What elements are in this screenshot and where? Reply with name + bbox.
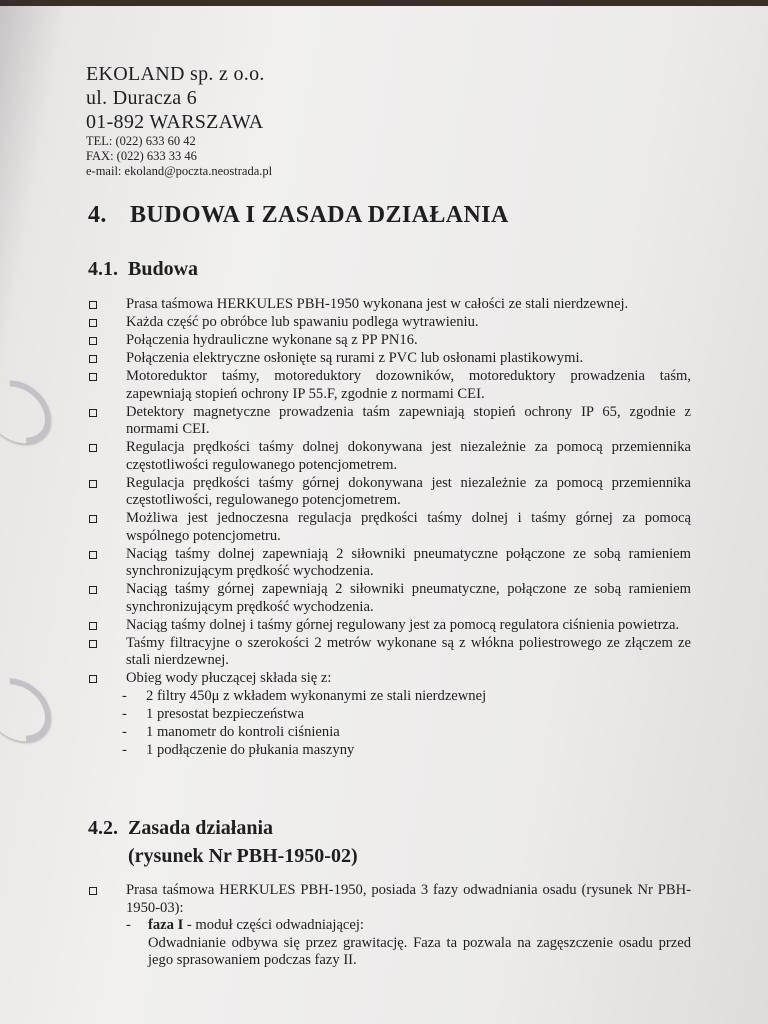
list-item	[0, 882, 691, 970]
subsection-title: Budowa	[128, 258, 199, 280]
checkbox-bullet-icon	[89, 319, 97, 327]
sublist-item: - 1 podłączenie do płukania maszyny	[122, 741, 355, 758]
principle-intro: Prasa taśmowa HERKULES PBH-1950, posiada 3 fazy odwadniania osadu (rysunek Nr PBH-1950-03):	[126, 882, 691, 916]
company-street: ul. Duracza 6	[86, 87, 198, 109]
checkbox-bullet-icon	[89, 887, 97, 895]
company-address-block	[86, 62, 272, 179]
subsection-title: Zasada działania	[128, 817, 274, 839]
list-item: Połączenia hydrauliczne wykonane są z PP PN16.	[0, 332, 691, 350]
construction-list	[0, 296, 691, 760]
list-item: Prasa taśmowa HERKULES PBH-1950 wykonana jest w całości ze stali nierdzewnej.	[0, 296, 691, 314]
list-item: Naciąg taśmy dolnej zapewniają 2 siłowniki pneumatyczne połączone ze sobą ramieniem synchronizującym prędkość wychodzenia.	[0, 546, 691, 581]
checkbox-bullet-icon	[89, 373, 97, 381]
list-item: Naciąg taśmy górnej zapewniają 2 siłowniki pneumatyczne, połączone ze sobą ramieniem synchronizującym prędkość wychodzenia.	[0, 581, 691, 616]
list-item: Motoreduktor taśmy, motoreduktory dozowników, motoreduktory prowadzenia taśm, zapewniają stopień ochrony IP 55.F, zgodnie z normami CEI.	[0, 368, 691, 403]
sublist-item: - 1 presostat bezpieczeństwa	[122, 705, 305, 722]
list-item: Każda część po obróbce lub spawaniu podlega wytrawieniu.	[0, 314, 691, 332]
list-item-water-circuit	[0, 670, 691, 759]
checkbox-bullet-icon	[89, 444, 97, 452]
principle-list	[0, 882, 691, 970]
checkbox-bullet-icon	[89, 301, 97, 309]
company-email: e-mail: ekoland@poczta.neostrada.pl	[86, 164, 273, 178]
list-item: Taśmy filtracyjne o szerokości 2 metrów wykonane są z włókna poliestrowego ze złączem ze stali nierdzewnej.	[0, 635, 691, 670]
list-item: Regulacja prędkości taśmy górnej dokonywana jest niezależnie za pomocą przemiennika częstotliwości, regulowanego potencjometrem.	[0, 475, 691, 510]
section-title: BUDOWA I ZASADA DZIAŁANIA	[130, 202, 509, 228]
checkbox-bullet-icon	[89, 337, 97, 345]
company-fax: FAX: (022) 633 33 46	[86, 149, 197, 163]
subsection-heading-budowa	[88, 258, 198, 281]
checkbox-bullet-icon	[89, 622, 97, 630]
checkbox-bullet-icon	[89, 355, 97, 363]
phase-title: - moduł części odwadniającej:	[183, 917, 364, 933]
document-page	[0, 6, 768, 1024]
subsection-heading-zasada	[88, 814, 358, 870]
section-number: 4.	[88, 202, 107, 228]
phase-label: faza I	[148, 917, 184, 933]
checkbox-bullet-icon	[89, 640, 97, 648]
list-item: Regulacja prędkości taśmy dolnej dokonywana jest niezależnie za pomocą przemiennika częstotliwości regulowanego potencjometrem.	[0, 439, 691, 474]
subsection-number: 4.2.	[88, 817, 118, 839]
phase-description: Odwadnianie odbywa się przez grawitację. Faza ta pozwala na zagęszczenie osadu przed jego sprasowaniem podczas fazy II.	[148, 934, 691, 968]
subsection-number: 4.1.	[88, 258, 118, 280]
checkbox-bullet-icon	[89, 480, 97, 488]
checkbox-bullet-icon	[89, 586, 97, 594]
list-item: Naciąg taśmy dolnej i taśmy górnej regulowany jest za pomocą regulatora ciśnienia powietrza.	[0, 617, 691, 635]
checkbox-bullet-icon	[89, 409, 97, 417]
water-circuit-intro: Obieg wody płuczącej składa się z:	[126, 670, 332, 686]
subsection-figure-ref: (rysunek Nr PBH-1950-02)	[128, 845, 358, 867]
list-item: Połączenia elektryczne osłonięte są rurami z PVC lub osłonami plastikowymi.	[0, 350, 691, 368]
water-circuit-sublist	[122, 687, 691, 760]
list-item: Możliwa jest jednoczesna regulacja prędkości taśmy dolnej i taśmy górnej za pomocą wspólnego potencjometru.	[0, 510, 691, 545]
sublist-item: - 1 manometr do kontroli ciśnienia	[122, 723, 340, 740]
checkbox-bullet-icon	[89, 675, 97, 683]
checkbox-bullet-icon	[89, 515, 97, 523]
phase-one: - faza I - moduł części odwadniającej: Odwadnianie odbywa się przez grawitację. Faza ta pozwala na zagęszczenie osadu przed jego sprasowaniem podczas fazy II.	[126, 917, 691, 968]
sublist-item: - 2 filtry 450μ z wkładem wykonanymi ze stali nierdzewnej	[122, 687, 487, 704]
section-heading	[88, 202, 509, 229]
company-name: EKOLAND sp. z o.o.	[86, 63, 265, 85]
checkbox-bullet-icon	[89, 551, 97, 559]
company-tel: TEL: (022) 633 60 42	[86, 134, 196, 148]
company-city: 01-892 WARSZAWA	[86, 111, 264, 133]
list-item: Detektory magnetyczne prowadzenia taśm zapewniają stopień ochrony IP 65, zgodnie z normami CEI.	[0, 404, 691, 439]
